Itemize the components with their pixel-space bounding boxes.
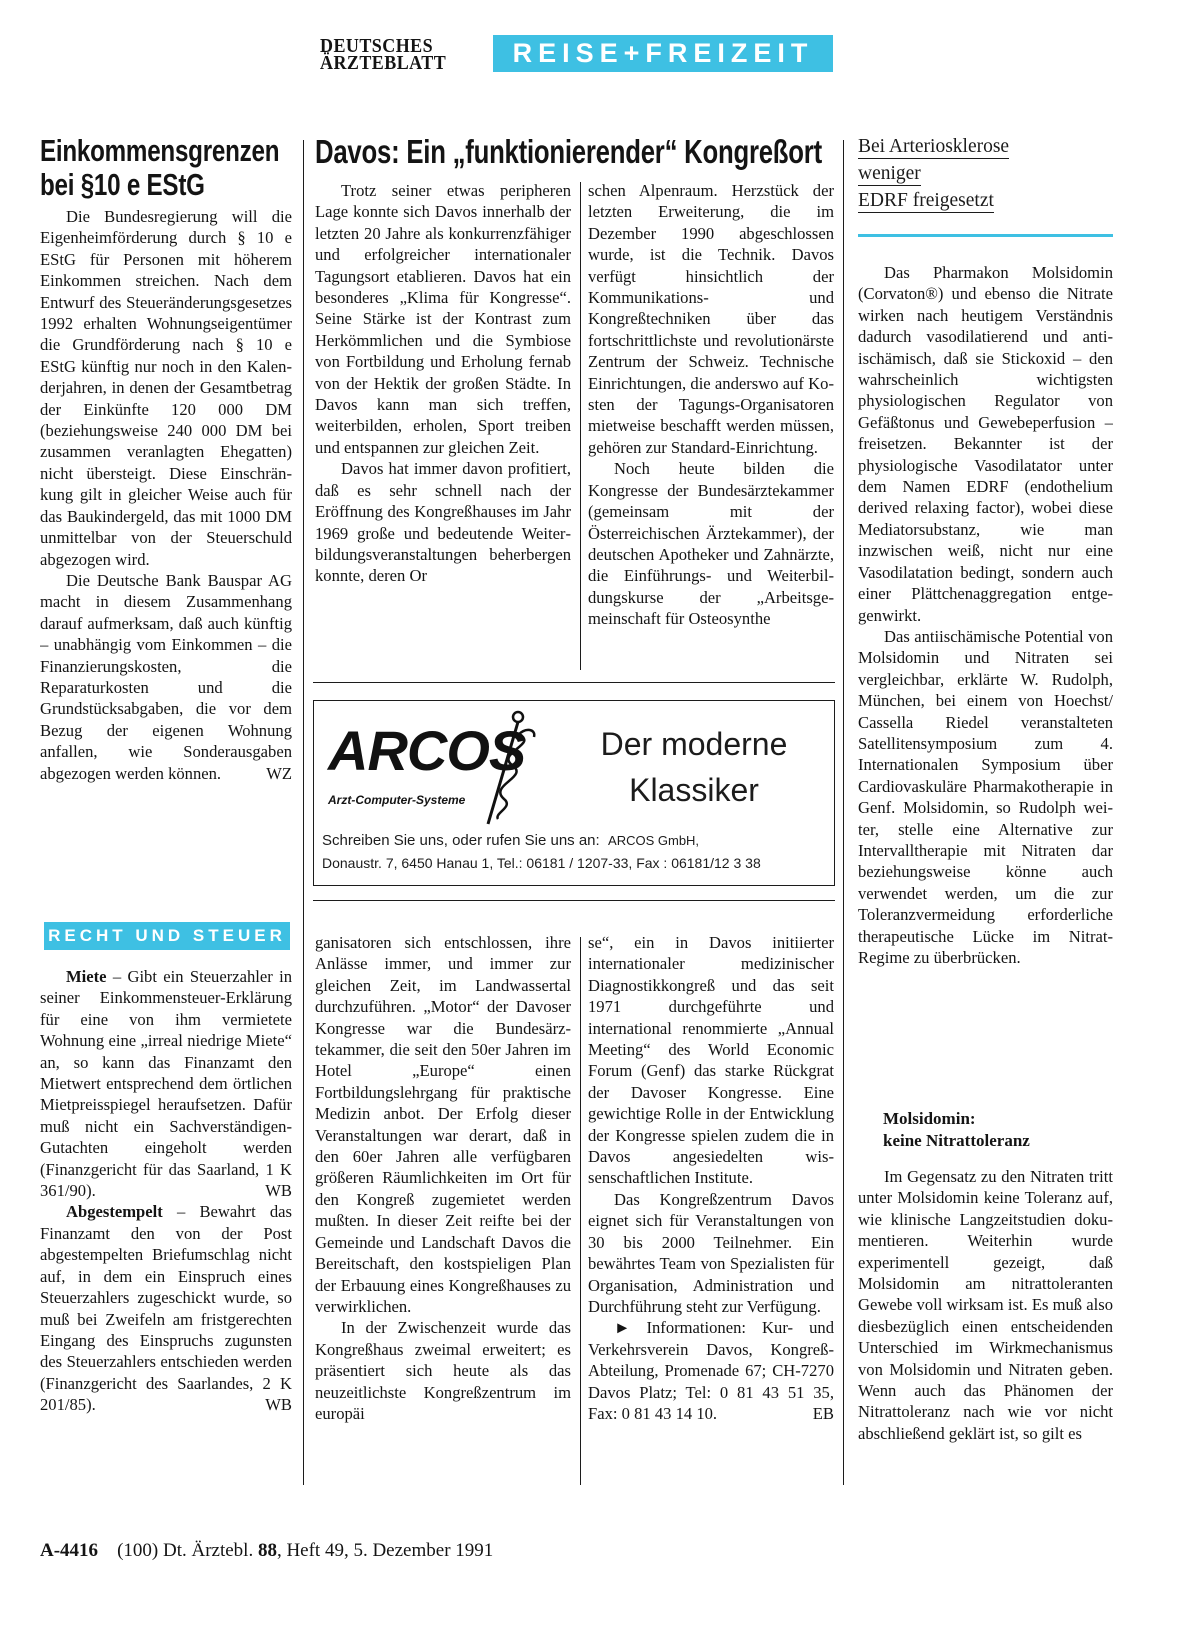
paragraph-miete: Miete – Gibt ein Steuerzahler in seiner Einkommensteuer-Erklärung für eine von ihm vermietete Wohnung eine „irreal niedrige Miete“ an, so kann das Finanzamt den Mietwert entsprechend dem örtlichen Mietpreisspiegel heraufsetzen. Dafür muß nicht ein Sachverständigen-Gutachten eingeholt werden (Finanzgericht für das Saarland, 1 K 361/90). WB	[40, 967, 292, 1201]
column-rule	[580, 937, 581, 1485]
divider	[313, 900, 835, 901]
page-footer	[40, 1540, 493, 1562]
article-molsidomin	[858, 1166, 1113, 1488]
paragraph: Davos hat immer davon profitiert, daß es sehr schnell nach der Eröffnung des Kongreßhauses im Jahr 1969 große und bedeutende Weiterbildungsveranstaltungen beherbergen konnte, deren Or	[315, 459, 571, 586]
paragraph: Das Kongreßzentrum Davos eignet sich für Veranstaltungen von 30 bis 2000 Teilnehmer. Ein bewährtes Team von Spezialisten für Organisation, Administration und Durchführung steht zur Verfügung.	[588, 1189, 834, 1316]
masthead-logo	[320, 35, 447, 74]
article-arteriosklerose	[858, 262, 1113, 1062]
paragraph: Trotz seiner etwas peripheren Lage konnte sich Davos innerhalb der letzten 20 Jahre als konkurrenzfähiger und erfolgreicher internationaler Tagungsort etablieren. Davos hat ein besonderes „Klima für Kongresse“. Seine Stärke ist der Kontrast zum Herkömmlichen und die Symbiose von Fortbildung und Erholung fernab von der Hektik der großen Städte. In Davos kann man sich treffen, weiterbilden, erholen, Sport treiben und entspannen zur gleichen Zeit.	[315, 181, 571, 457]
subhead-molsidomin: Molsidomin: keine Nitrattoleranz	[883, 1109, 1030, 1150]
column-rule	[580, 182, 581, 670]
author-sign: WZ	[266, 763, 292, 783]
article-recht-und-steuer	[40, 966, 292, 1526]
paragraph: Das Pharmakon Molsidomin (Corvaton®) und ebenso die Nitrate wirken nach heutigem Verständnis dadurch vasodilatierend und antiischämisch, daß sie Stickoxid – den wahrscheinlich wichtigsten physiologischen Regulator von Gefäßtonus und Gewebeperfusion – freisetzen. Bekannter ist der physiologische Vasodilatator unter dem Namen EDRF (endothelium derived relaxing factor), wobei diese Mediatorsubstanz, wie man inzwischen weiß, nicht nur eine Vasodilatation bedingt, sondern auch einer Plättchenaggregation entgegenwirkt.	[858, 263, 1113, 625]
masthead-line1: DEUTSCHES	[320, 35, 434, 57]
accent-rule	[858, 234, 1113, 237]
paragraph: Die Deutsche Bank Bauspar AG macht in diesem Zusammenhang darauf aufmerksam, daß auch künftig – unabhängig vom Einkommen – die Finanzierungskosten, die Reparaturkosten und die Grundstücksabgaben, die vor dem Bezug der eigenen Wohnung anfallen, wie Sonderausgaben abgezogen werden können. WZ	[40, 570, 292, 783]
article-einkommensgrenzen	[40, 206, 292, 878]
paragraph: ganisatoren sich entschlossen, ihre Anlässe immer, und immer zur gleichen Zeit, im Landwassertal durchzuführen. „Motor“ der Davoser Kongresse war die Bundesärztekammer, die seit den 50er Jahren im Hotel „Europe“ einen Fortbildungslehrgang für praktische Medizin anbot. Der Erfolg dieser Veranstaltungen war derart, daß in den 60er Jahren alle verfügbaren größeren Räumlichkeiten im Ort für den Kongreß zugemietet werden mußten. In dieser Zeit reifte bei der Gemeinde und Landschaft Davos die Bereitschaft, den kostspieligen Plan der Erbauung eines Kongreßhauses zu verwirklichen.	[315, 933, 571, 1316]
paragraph-contact: ► Informationen: Kur- und Verkehrsverein Davos, Kongreß-Abteilung, Promenade 67; CH-7270 Davos Platz; Tel: 0 81 43 51 35, Fax: 0 81 43 14 10. EB	[588, 1318, 834, 1423]
paragraph-abgestempelt: Abgestempelt – Bewahrt das Finanzamt den von der Post abgestempelten Briefumschlag nicht auf, in dem ein Einspruch eines Steuerzahlers zugeschickt wurde, so muß bei Zweifeln am fristgerechten Eingang des Einspruchs zugunsten des Steuerzahlers entschieden werden (Finanzgericht des Saarlandes, 2 K 201/85). WB	[40, 1202, 292, 1415]
paragraph: In der Zwischenzeit wurde das Kongreßhaus zweimal erweitert; es präsentiert sich heute als das neuzeitlichste Kongreßzentrum im europäi	[315, 1318, 571, 1423]
masthead-line2: ÄRZTEBLATT	[320, 52, 447, 74]
advertisement-arcos	[313, 700, 835, 886]
ad-contact: Schreiben Sie uns, oder rufen Sie uns an: ARCOS GmbH, Donaustr. 7, 6450 Hanau 1, Tel.: 06181 / 1207-33, Fax : 06181/12 3 38	[322, 832, 761, 871]
section-banner-recht-und-steuer: RECHT UND STEUER	[44, 922, 290, 950]
author-sign: WB	[265, 1395, 292, 1415]
article-davos-col-c	[315, 932, 571, 1487]
article-davos-col-b	[588, 180, 834, 670]
headline-einkommensgrenzen: Einkommensgrenzen bei §10 e EStG	[40, 133, 280, 202]
issue-prefix: (100) Dt. Ärztebl.	[117, 1540, 254, 1561]
column-rule	[843, 140, 844, 1485]
paragraph: schen Alpenraum. Herzstück der letzten Erweiterung, die im Dezember 1990 abgeschlossen wurde, ist die Technik. Davos verfügt hinsichtlich der Kommunikations- und Kongreßtechniken über das fortschrittlichste und revolutionärste Zentrum der Schweiz. Technische Einrichtungen, die anderswo auf Kosten der Tagungs-Organisatoren mietweise beschafft werden müssen, gehören zur Standard-Einrichtung.	[588, 181, 834, 457]
article-davos-col-d	[588, 932, 834, 1487]
arcos-logo: ARCOS	[328, 719, 526, 782]
headline-davos: Davos: Ein „funktionierender“ Kongreßort	[315, 133, 822, 170]
paragraph: Noch heute bilden die Kongresse der Bundesärztekammer (gemeinsam mit der Österreichischen Ärztekammer), der deutschen Apotheker und Zahnärzte, die Einführungs- und Weiterbildungskurse der „Arbeitsgemeinschaft für Osteosynthe	[588, 459, 834, 629]
author-sign: WB	[265, 1181, 292, 1201]
paragraph: Das antiischämische Potential von Molsidomin und Nitraten sei vergleichbar, erklärte W. Rudolph, München, bei einem von Hoechst/ Cassella Riedel veranstalteten Satellitensymposium zum 4. Internationalen Symposium über Cardiovaskuläre Pharmakotherapie in Genf. Molsidomin, so Rudolph weiter, stelle eine Alternative zur Intervalltherapie mit Nitraten dar beziehungsweise könne auch verwendet werden, um die zur Toleranzvermeidung erforderliche therapeutische Lücke im Nitrat-Regime zu überbrücken.	[858, 626, 1113, 967]
headline-arteriosklerose: Bei Arteriosklerose weniger EDRF freigesetzt	[858, 136, 1010, 211]
paragraph: Die Bundesregierung will die Eigenheimförderung durch § 10 e EStG für Personen mit höherem Einkommen streichen. Nach dem Entwurf des Steueränderungsgesetzes 1992 erhalten Wohnungseigentümer die Grundförderung nach § 10 e EStG künftig nur noch in den Kalenderjahren, in denen der Gesamtbetrag der Einkünfte 120 000 DM (beziehungsweise 240 000 DM bei zusammen veranlagten Ehegatten) nicht übersteigt. Diese Einschränkung gilt in gleicher Weise auch für das Baukindergeld, das mit 1000 DM unmittelbar von der Steuerschuld abgezogen wird.	[40, 207, 292, 569]
section-banner-reise-freizeit: REISE+FREIZEIT	[493, 35, 833, 72]
issue-suffix: , Heft 49, 5. Dezember 1991	[276, 1540, 494, 1561]
page-number: A-4416	[40, 1540, 99, 1561]
divider	[313, 682, 835, 683]
article-davos-col-a	[315, 180, 571, 670]
arcos-logo-subtitle: Arzt-Computer-Systeme	[328, 793, 466, 807]
paragraph: Im Gegensatz zu den Nitraten tritt unter Molsidomin keine Toleranz auf, wie klinische Langzeitstudien dokumentieren. Weiterhin wurde experimentell gezeigt, daß Molsidomin am nitrattoleranten Gewebe voll wirksam ist. Es muß also diesbezüglich einen entscheidenden Unterschied im Wirkmechanismus von Molsidomin und Nitraten geben. Wenn auch das Phänomen der Nitrattoleranz nach wie vor nicht abschließend geklärt ist, so gilt es	[858, 1167, 1113, 1443]
caduceus-icon	[474, 709, 548, 827]
paragraph: se“, ein in Davos initiierter internationaler medizinischer Diagnostikkongreß und das seit 1971 durchgeführte und international renommierte „Annual Meeting“ des World Economic Forum (Genf) das starke Rückgrat der Davoser Kongresse. Eine gewichtige Rolle in der Entwicklung der Kongresse spielen zudem die in Davos angesiedelten wissenschaftlichen Institute.	[588, 933, 834, 1188]
column-rule	[303, 140, 304, 1485]
volume: 88	[257, 1540, 277, 1561]
ad-company: ARCOS GmbH,	[608, 833, 700, 848]
author-sign: EB	[812, 1403, 834, 1423]
ad-slogan: Der moderne Klassiker	[600, 726, 788, 808]
